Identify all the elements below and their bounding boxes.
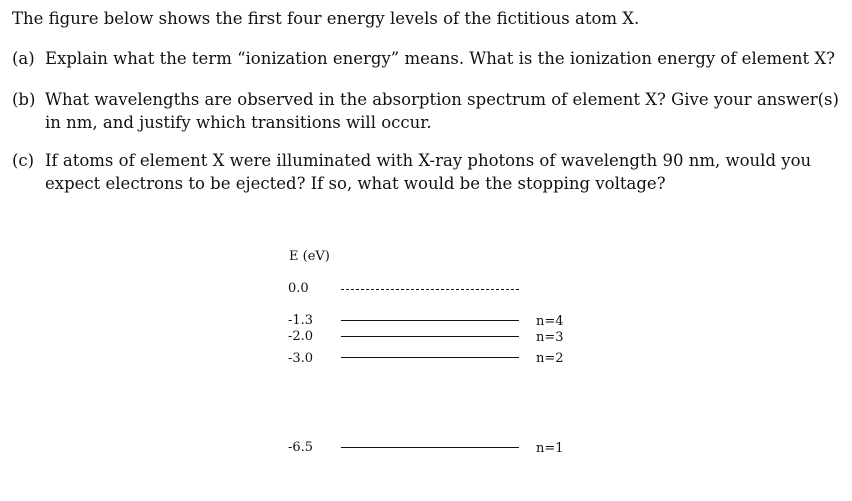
question-b xyxy=(12,88,844,134)
energy-level-line-n4 xyxy=(341,320,519,321)
energy-level-line-n2 xyxy=(341,357,519,358)
question-a xyxy=(12,47,844,70)
question-b-label: (b) xyxy=(12,90,36,109)
energy-level-line-ionization xyxy=(341,289,519,290)
question-b-text: What wavelengths are observed in the absorption spectrum of element X? Give your answer(s) in nm, and justify which transitions will occur. xyxy=(45,90,839,132)
level-label-n4: n=4 xyxy=(536,314,564,329)
intro-text: The figure below shows the first four energy levels of the fictitious atom X. xyxy=(12,9,640,28)
question-c xyxy=(12,149,844,195)
level-label-n2: n=2 xyxy=(536,351,564,366)
energy-axis-label: E (eV) xyxy=(289,249,330,264)
question-c-text: If atoms of element X were illuminated with X-ray photons of wavelength 90 nm, would you expect electrons to be ejected? If so, what would be the stopping voltage? xyxy=(45,151,812,193)
energy-level-line-n1 xyxy=(341,447,519,448)
energy-value-n3: -2.0 xyxy=(288,329,314,344)
energy-value-n4: -1.3 xyxy=(288,313,314,328)
question-c-label: (c) xyxy=(12,151,35,170)
level-label-n3: n=3 xyxy=(536,330,564,345)
question-a-text: Explain what the term “ionization energy” means. What is the ionization energy of element X? xyxy=(45,49,835,68)
question-a-label: (a) xyxy=(12,49,35,68)
energy-value-n2: -3.0 xyxy=(288,351,314,366)
energy-value-n1: -6.5 xyxy=(288,440,314,455)
level-label-n1: n=1 xyxy=(536,441,564,456)
energy-value-0: 0.0 xyxy=(288,281,309,296)
energy-level-line-n3 xyxy=(341,336,519,337)
